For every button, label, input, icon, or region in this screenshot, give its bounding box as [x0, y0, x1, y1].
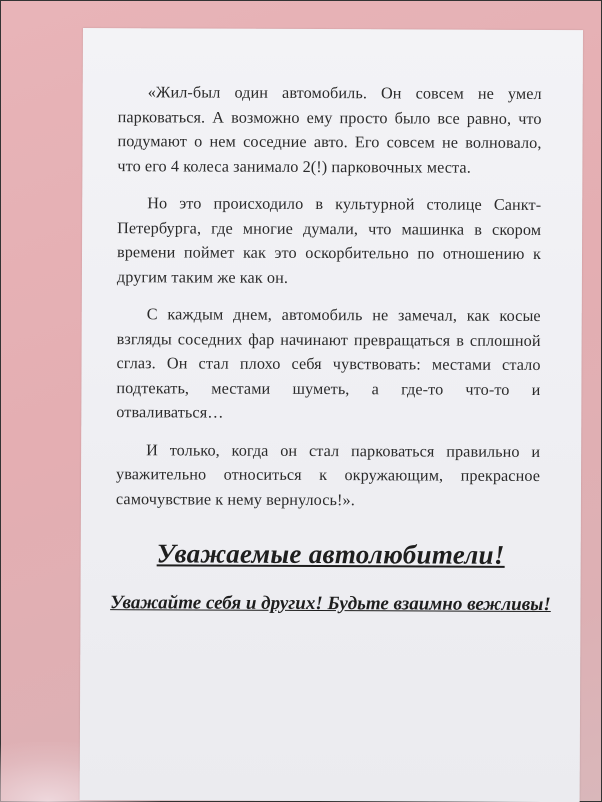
notice-appeal: Уважайте себя и других! Будьте взаимно вежливы!: [110, 592, 551, 616]
notice-sheet: [80, 28, 583, 802]
notice-paragraph-4: И только, когда он стал парковаться правильно и уважительно относиться к окружающим, прекрасное самочувствие к нему вернулось!».: [115, 440, 541, 509]
notice-paragraph-1: «Жил-был один автомобиль. Он совсем не умел парковаться. А возможно ему просто было все равно, что подумают о нем соседние авто. Его совсем не волновало, что его 4 колеса занимало 2(!) парковочных места.: [117, 83, 542, 177]
notice-paragraph-2: Но это происходило в культурной столице Санкт-Петербурга, где многие думали, что машинка в скором времени поймет как это оскорбительно по отношению к другим таким же как он.: [116, 194, 542, 287]
notice-heading: Уважаемые автолюбители!: [156, 538, 505, 570]
notice-paragraph-3: С каждым днем, автомобиль не замечал, как косые взгляды соседних фар начинают превращаться в сплошной сглаз. Он стал плохо себя чувствовать: местами стало подтекать, местами шуметь, а где-то что-то и отваливаться…: [116, 305, 541, 422]
notice-body: [116, 80, 542, 526]
